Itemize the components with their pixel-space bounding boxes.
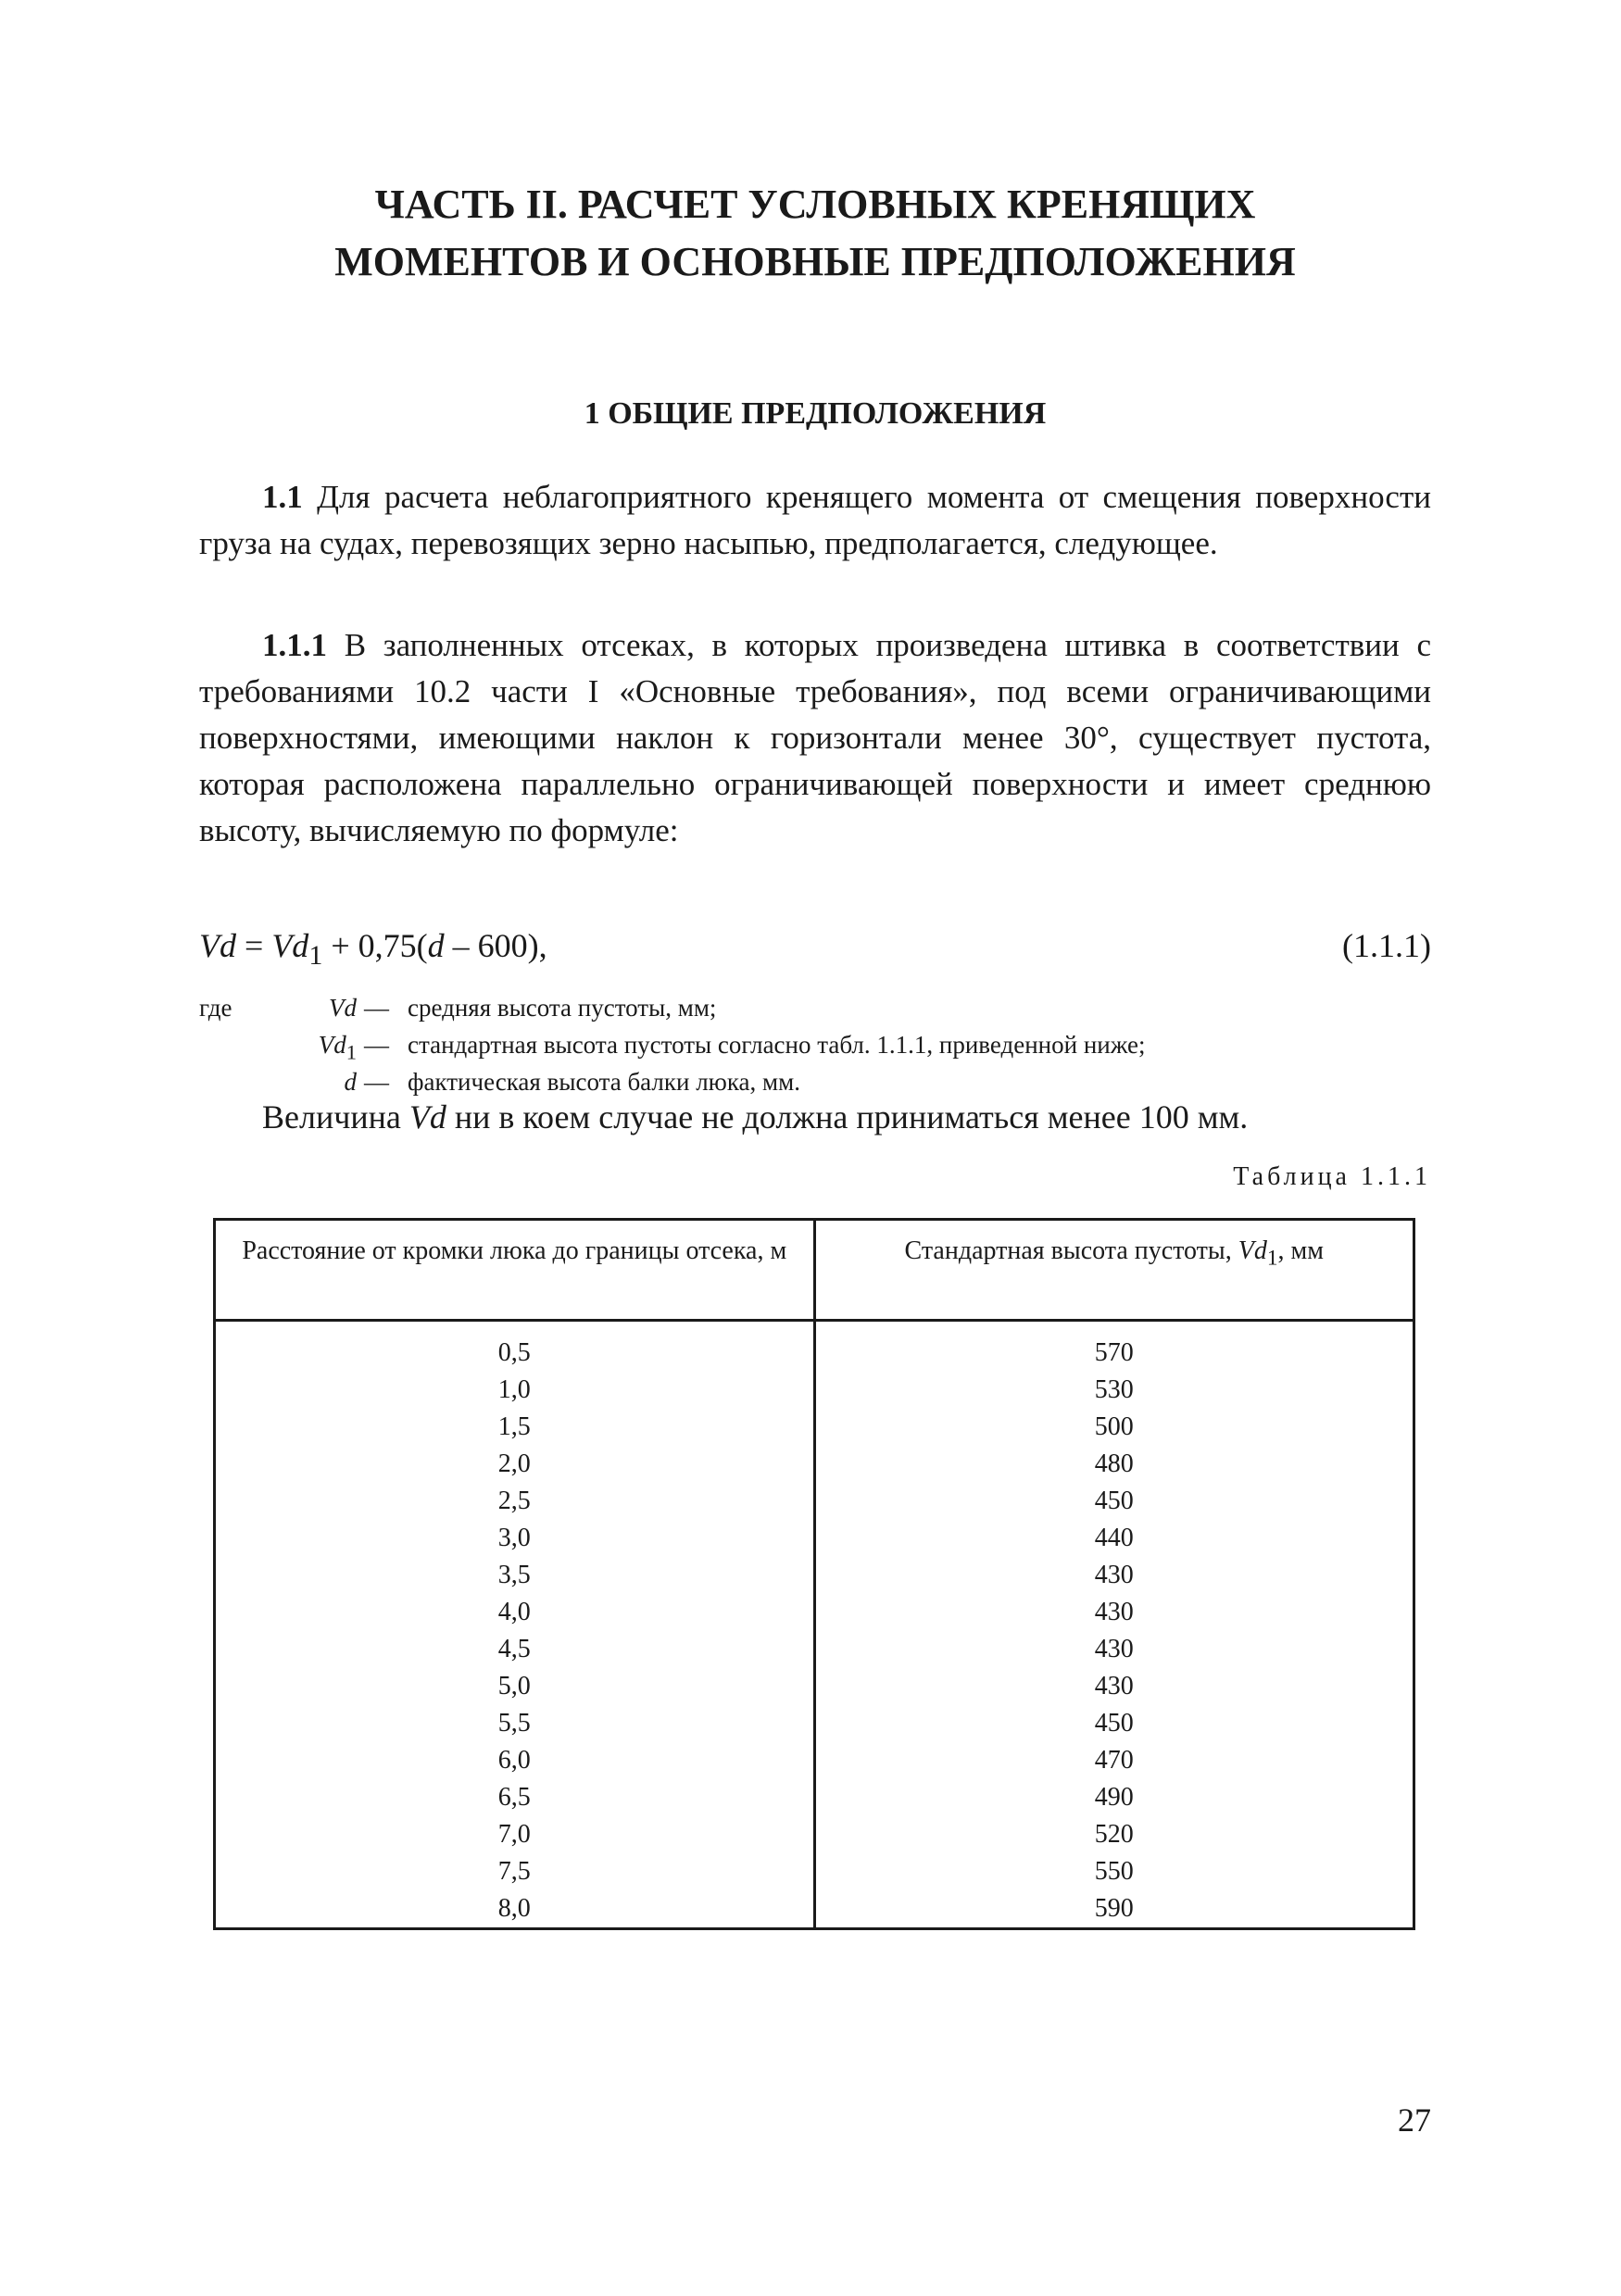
table-cell-void-height: 430 xyxy=(814,1631,1414,1668)
table-row xyxy=(215,1321,1414,1373)
definition-symbol: d xyxy=(344,1068,357,1096)
table-cell-void-height: 430 xyxy=(814,1668,1414,1705)
table-cell-distance: 7,5 xyxy=(215,1853,815,1890)
page-title xyxy=(199,176,1431,291)
formula-number: (1.1.1) xyxy=(1342,927,1431,964)
paragraph-number: 1.1.1 xyxy=(262,627,327,663)
table-caption: Таблица 1.1.1 xyxy=(1233,1162,1431,1191)
table-cell-distance: 7,0 xyxy=(215,1816,815,1853)
definition-row xyxy=(199,989,1431,1026)
table-cell-void-height: 430 xyxy=(814,1594,1414,1631)
definition-text: стандартная высота пустоты согласно табл. 1.1.1, приведенной ниже; xyxy=(408,1031,1146,1059)
table-cell-void-height: 590 xyxy=(814,1890,1414,1929)
table-row xyxy=(215,1409,1414,1446)
definition-dash: — xyxy=(364,994,389,1022)
table-cell-distance: 2,0 xyxy=(215,1446,815,1483)
formula xyxy=(199,926,1431,972)
table-header-distance: Расстояние от кромки люка до границы отсека, м xyxy=(215,1220,815,1321)
table-row xyxy=(215,1816,1414,1853)
table-row xyxy=(215,1853,1414,1890)
table-cell-distance: 6,5 xyxy=(215,1779,815,1816)
table-cell-void-height: 520 xyxy=(814,1816,1414,1853)
table-row xyxy=(215,1631,1414,1668)
table-cell-distance: 4,5 xyxy=(215,1631,815,1668)
paragraph-1-1-1 xyxy=(199,622,1431,854)
definition-dash: — xyxy=(364,1031,389,1059)
table-cell-distance: 1,5 xyxy=(215,1409,815,1446)
table-row xyxy=(215,1705,1414,1742)
table-cell-void-height: 530 xyxy=(814,1372,1414,1409)
definition-text: фактическая высота балки люка, мм. xyxy=(408,1068,800,1096)
table-cell-distance: 1,0 xyxy=(215,1372,815,1409)
definition-symbol: $Vd_1$ xyxy=(318,1031,357,1064)
table-cell-void-height: 470 xyxy=(814,1742,1414,1779)
table-cell-distance: 5,5 xyxy=(215,1705,815,1742)
table-cell-distance: 3,5 xyxy=(215,1557,815,1594)
table-cell-distance: 2,5 xyxy=(215,1483,815,1520)
table-cell-distance: 6,0 xyxy=(215,1742,815,1779)
definition-row xyxy=(199,1063,1431,1100)
paragraph-text: Для расчета неблагоприятного кренящего момента от смещения поверхности груза на судах, перевозящих зерно насыпью, предполагается, следующее. xyxy=(199,479,1431,561)
table-cell-void-height: 430 xyxy=(814,1557,1414,1594)
table-cell-distance: 0,5 xyxy=(215,1321,815,1373)
table-row xyxy=(215,1890,1414,1929)
table-row xyxy=(215,1779,1414,1816)
definition-symbol: Vd xyxy=(329,994,357,1022)
table-cell-void-height: 450 xyxy=(814,1483,1414,1520)
formula-expression: $Vd = Vd_1 + 0,75(d - 600)$, xyxy=(199,927,547,972)
table-row xyxy=(215,1668,1414,1705)
definition-row xyxy=(199,1026,1431,1063)
paragraph-1-1 xyxy=(199,474,1431,567)
table-row xyxy=(215,1742,1414,1779)
definition-dash: — xyxy=(364,1068,389,1096)
table-row xyxy=(215,1446,1414,1483)
page-title-line-2: МОМЕНТОВ И ОСНОВНЫЕ ПРЕДПОЛОЖЕНИЯ xyxy=(334,239,1296,284)
page-title-line-1: ЧАСТЬ II. РАСЧЕТ УСЛОВНЫХ КРЕНЯЩИХ xyxy=(374,182,1256,227)
table-cell-distance: 4,0 xyxy=(215,1594,815,1631)
table-cell-void-height: 550 xyxy=(814,1853,1414,1890)
table-row xyxy=(215,1594,1414,1631)
table-cell-void-height: 450 xyxy=(814,1705,1414,1742)
definitions xyxy=(199,989,1431,1100)
where-label: где xyxy=(199,994,232,1022)
table-cell-distance: 5,0 xyxy=(215,1668,815,1705)
table-row xyxy=(215,1520,1414,1557)
table-header-row xyxy=(215,1220,1414,1321)
table-body xyxy=(215,1321,1414,1929)
definition-text: средняя высота пустоты, мм; xyxy=(408,994,717,1022)
table-cell-void-height: 570 xyxy=(814,1321,1414,1373)
page-number: 27 xyxy=(1398,2102,1431,2139)
table-row xyxy=(215,1483,1414,1520)
section-heading: 1 ОБЩИЕ ПРЕДПОЛОЖЕНИЯ xyxy=(584,396,1047,431)
table-cell-distance: 8,0 xyxy=(215,1890,815,1929)
table-cell-distance: 3,0 xyxy=(215,1520,815,1557)
table-row xyxy=(215,1372,1414,1409)
table-cell-void-height: 480 xyxy=(814,1446,1414,1483)
data-table xyxy=(213,1218,1415,1930)
table-header-void-height: Стандартная высота пустоты, $Vd_1$, мм xyxy=(814,1220,1414,1321)
table-cell-void-height: 440 xyxy=(814,1520,1414,1557)
paragraph-number: 1.1 xyxy=(262,479,303,515)
note: Величина Vd ни в коем случае не должна приниматься менее 100 мм. xyxy=(262,1098,1249,1135)
table-cell-void-height: 490 xyxy=(814,1779,1414,1816)
paragraph-text: В заполненных отсеках, в которых произведена штивка в соответствии с требованиями 10.2 части I «Основные требования», под всеми ограничивающими поверхностями, имеющими наклон к горизонтали менее 30°, существует пустота, которая расположена параллельно ограничивающей поверхности и имеет среднюю высоту, вычисляемую по формуле: xyxy=(199,627,1431,848)
table-cell-void-height: 500 xyxy=(814,1409,1414,1446)
table-row xyxy=(215,1557,1414,1594)
